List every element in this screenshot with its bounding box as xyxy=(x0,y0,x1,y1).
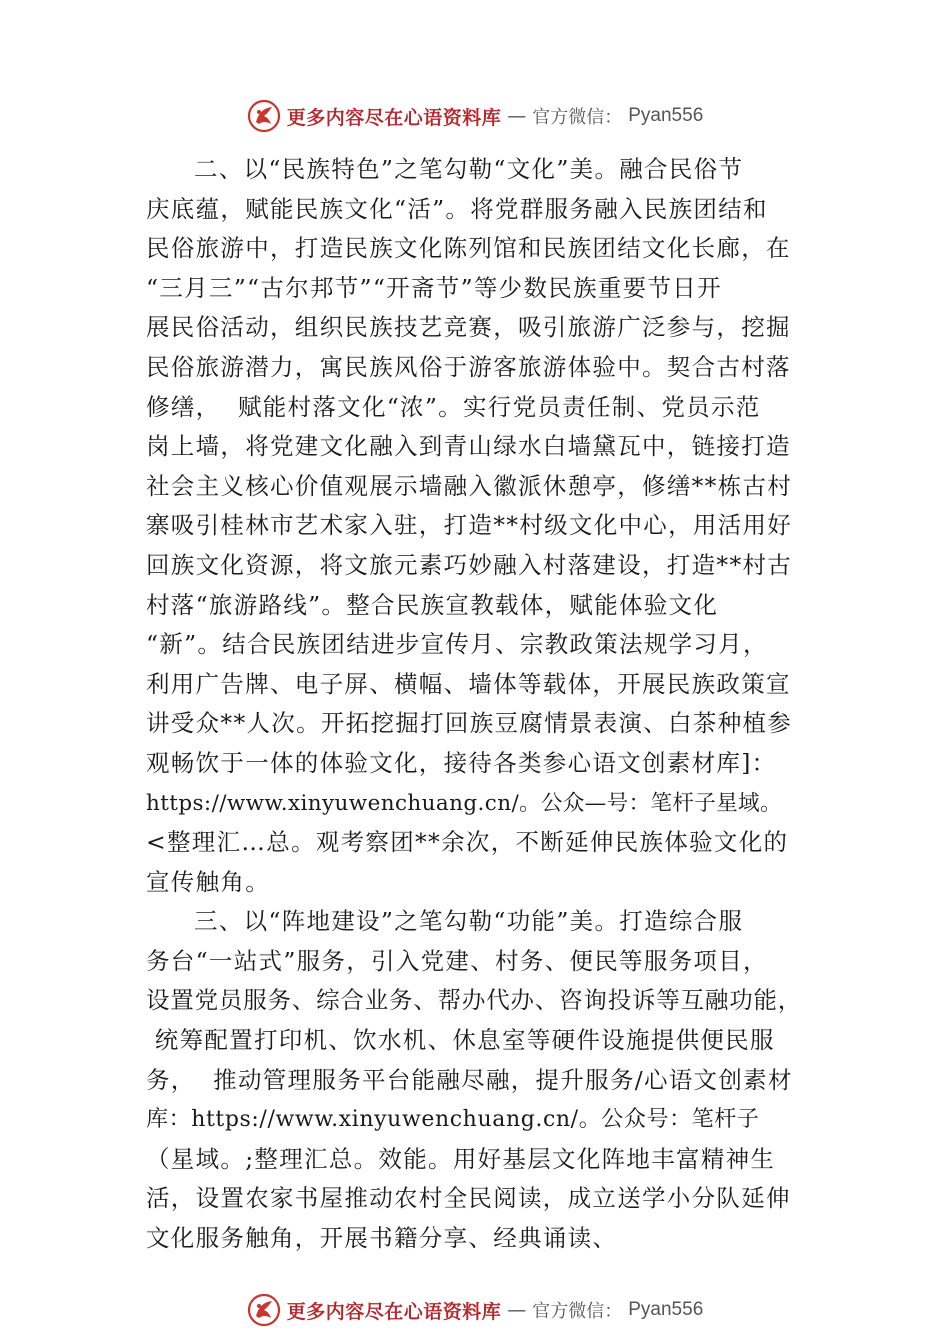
banner-title: 更多内容尽在心语资料库 xyxy=(286,1300,502,1323)
paragraph-3 xyxy=(146,902,816,1258)
text-line: 观畅饮于一体的体验文化，接待各类参心语文创素材库]： xyxy=(146,748,777,777)
text-line: 庆底蕴，赋能民族文化“活”。将党群服务融入民族团结和 xyxy=(146,194,768,223)
text-line: 民俗旅游潜力，寓民族风俗于游客旅游体验中。契合古村落 xyxy=(146,352,791,381)
text-line: 二、以“民族特色”之笔勾勒“文化”美。融合民俗节 xyxy=(194,155,744,183)
text-line: 文化服务触角，开展书籍分享、经典诵读、 xyxy=(146,1224,618,1253)
logo-icon xyxy=(247,1293,281,1327)
text-line: <整理汇…总。观考察团**余次，不断延伸民族体验文化的 xyxy=(146,828,789,857)
text-line: 修缮， 赋能村落文化“浓”。实行党员责任制、党员示范 xyxy=(146,392,761,421)
banner-wechat-label: 官方微信： xyxy=(532,107,623,128)
text-line-url: https://www.xinyuwenchuang.cn/。公众—号：笔杆子星域。 xyxy=(146,790,782,816)
banner-wechat-label: 官方微信： xyxy=(532,1301,623,1322)
text-line: （星域。;整理汇总。效能。用好基层文化阵地丰富精神生 xyxy=(146,1144,776,1173)
text-line: 设置党员服务、综合业务、帮办代办、咨询投诉等互融功能， xyxy=(146,986,803,1015)
text-line: 岗上墙，将党建文化融入到青山绿水白墙黛瓦中，链接打造 xyxy=(146,432,791,461)
text-line: “新”。结合民族团结进步宣传月、宗教政策法规学习月， xyxy=(146,630,768,659)
text-line: “三月三”“古尔邦节”“开斋节”等少数民族重要节日开 xyxy=(146,273,722,302)
text-line: 民俗旅游中，打造民族文化陈列馆和民族团结文化长廊，在 xyxy=(146,234,791,263)
text-line: 务台“一站式”服务，引入党建、村务、便民等服务项目， xyxy=(146,946,768,975)
banner-dash: — xyxy=(507,1299,527,1321)
text-line: 利用广告牌、电子屏、横幅、墙体等载体，开展民族政策宣 xyxy=(146,669,791,698)
logo-icon xyxy=(247,99,281,133)
text-line: 社会主义核心价值观展示墙融入徽派休憩亭，修缮**栋古村 xyxy=(146,471,793,500)
text-line: 讲受众**人次。开拓挖掘打回族豆腐情景表演、白茶种植参 xyxy=(146,709,793,738)
text-line: 村落“旅游路线”。整合民族宣教载体，赋能体验文化 xyxy=(146,590,719,619)
banner-wechat-id: Pyan556 xyxy=(628,105,704,126)
banner-title: 更多内容尽在心语资料库 xyxy=(286,106,502,129)
banner-dash: — xyxy=(507,105,527,127)
footer-banner xyxy=(0,1290,950,1330)
text-line: 活，设置农家书屋推动农村全民阅读，成立送学小分队延伸 xyxy=(146,1184,791,1213)
paragraph-2 xyxy=(146,150,816,902)
text-line: 务， 推动管理服务平台能融尽融，提升服务/心语文创素材 xyxy=(146,1065,793,1094)
text-line: 展民俗活动，组织民族技艺竞赛，吸引旅游广泛参与，挖掘 xyxy=(146,313,791,342)
text-line: 三、以“阵地建设”之笔勾勒“功能”美。打造综合服 xyxy=(194,907,744,936)
text-line: 统筹配置打印机、饮水机、休息室等硬件设施提供便民服 xyxy=(146,1026,775,1055)
text-line: 宣传触角。 xyxy=(146,867,270,896)
banner-wechat-id: Pyan556 xyxy=(628,1299,704,1320)
text-line-url: 库：https://www.xinyuwenchuang.cn/。公众号：笔杆子 xyxy=(146,1107,760,1133)
document-body xyxy=(146,150,816,1259)
text-line: 回族文化资源，将文旅元素巧妙融入村落建设，打造**村古 xyxy=(146,550,793,579)
text-line: 寨吸引桂林市艺术家入驻，打造**村级文化中心，用活用好 xyxy=(146,511,793,540)
header-banner xyxy=(0,96,950,136)
